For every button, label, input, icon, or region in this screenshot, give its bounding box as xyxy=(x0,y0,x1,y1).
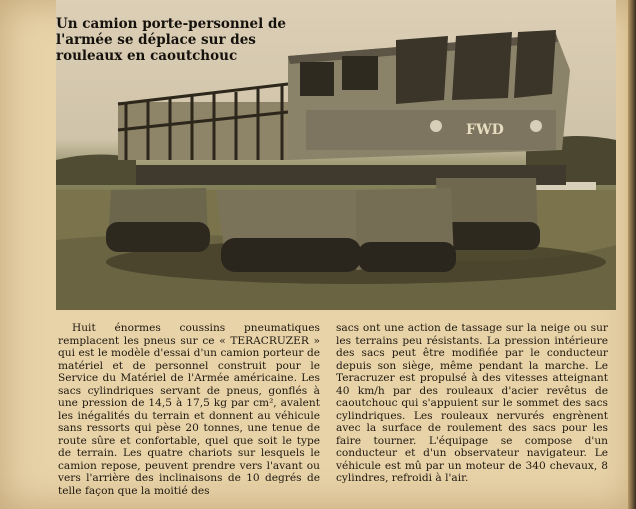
headlight-left xyxy=(430,120,442,132)
cargo-bed xyxy=(118,102,288,160)
cab-side-window-2 xyxy=(342,56,378,90)
windshield-right xyxy=(514,30,556,98)
windshield-left xyxy=(396,36,448,104)
windshield-center xyxy=(452,32,512,100)
article-headline: Un camion porte-personnel de l'armée se déplace sur des rouleaux en caoutchouc xyxy=(56,16,286,64)
cab-front-panel xyxy=(306,110,556,150)
article-column-left: Huit énormes coussins pneumatiques remplacent les pneus sur ce « TERACRUZER » qui est le modèle d'essai d'un camion porteur de matériel et de personnel construit pour le Service du Matériel de l'Armée américaine. Les sacs cylindriques servant de pneus, gonflés à une pression de 14,5 à 17,5 kg par cm², avalent les inégalités du terrain et donnent au véhicule sans ressorts qui pèse 20 tonnes, une tenue de route sûre et confortable, quel que soit le type de terrain. Les quatre chariots sur lesquels le camion repose, peuvent prendre vers l'avant ou vers l'arrière des inclinaisons de 10 degrés de telle façon que la moitié des xyxy=(58,322,320,497)
article-column-right: sacs ont une action de tassage sur la neige ou sur les terrains peu résistants. La pression intérieure des sacs peut être modifiée par le conducteur depuis son siège, même pendant la marche. Le Teracruzer est propulsé à des vitesses atteignant 40 km/h par des rouleaux d'acier revêtus de caoutchouc qui s'appuient sur le sommet des sacs cylindriques. Les rouleaux nervurés engrènent avec la surface de roulement des sacs pour les faire tourner. L'équipage se compose d'un conducteur et d'un observateur navigateur. Le véhicule est mû par un moteur de 340 chevaux, 8 cylindres, refroidi à l'air. xyxy=(336,322,608,484)
page-edge xyxy=(628,0,636,509)
headlight-right xyxy=(530,120,542,132)
cab-side-window xyxy=(300,62,334,96)
fwd-lettering: FWD xyxy=(466,122,504,138)
